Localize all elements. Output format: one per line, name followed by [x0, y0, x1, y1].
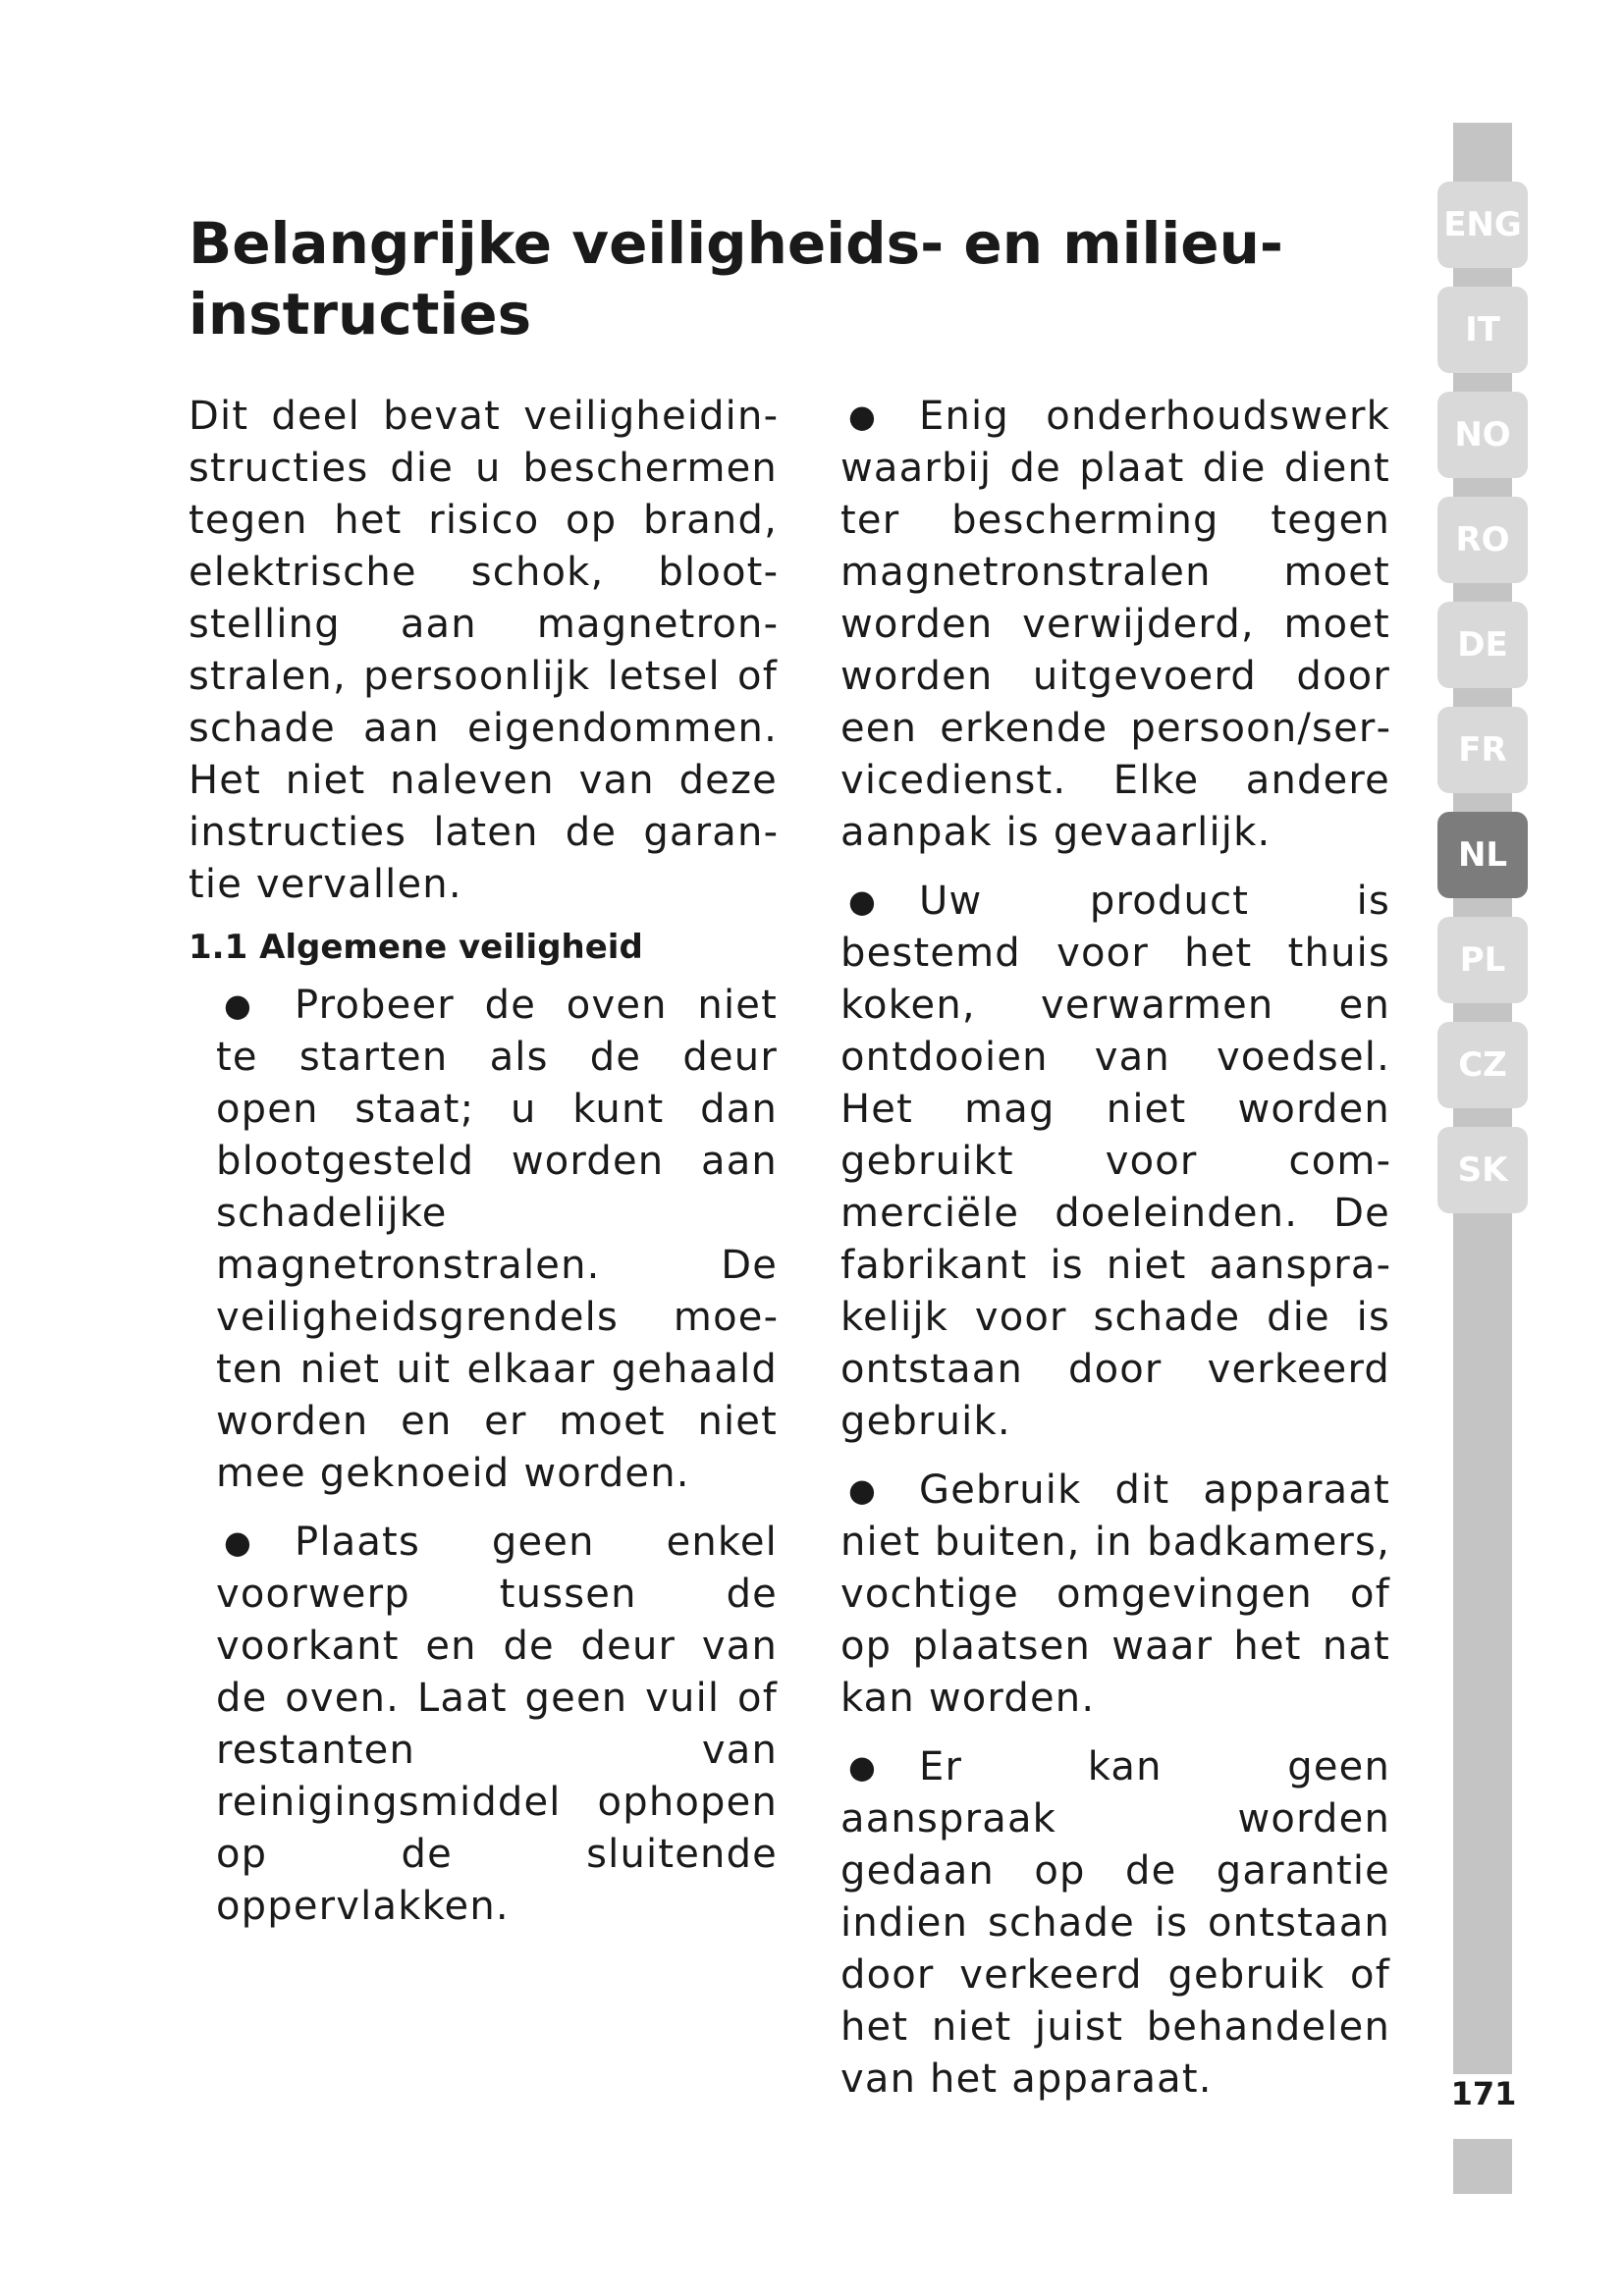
bullet-icon: ●	[848, 1748, 878, 1786]
language-tab-nl[interactable]: NL	[1437, 812, 1528, 898]
language-tab-fr[interactable]: FR	[1437, 707, 1528, 793]
list-item	[840, 876, 1390, 1448]
intro-paragraph: Dit deel bevat veiligheidinstructies die u beschermen tegen het risico op brand, elektrische schok, blootstelling aan magnetronstralen, persoonlijk letsel of schade aan eigendommen. Het niet naleven van deze instructies laten de garantie vervallen.	[189, 394, 778, 907]
bullet-icon: ●	[224, 1523, 253, 1561]
list-item	[216, 980, 778, 1500]
list-item-text: Er kan geen aanspraak worden gedaan op de garantie indien schade is ontstaan door verkeerd gebruik of het niet juist behandelen van het apparaat.	[840, 1744, 1390, 2102]
bullet-icon: ●	[224, 987, 253, 1024]
section-heading: 1.1 Algemene veiligheid	[189, 928, 643, 967]
list-item	[840, 1465, 1390, 1725]
language-tab-de[interactable]: DE	[1437, 602, 1528, 688]
right-column	[840, 391, 1390, 2122]
list-item	[840, 1741, 1390, 2106]
language-tab-no[interactable]: NO	[1437, 392, 1528, 478]
sidebar-bottom-bar	[1453, 2139, 1512, 2194]
list-item-text: Gebruik dit apparaat niet buiten, in badkamers, vochtige omgevingen of op plaatsen waar het nat kan worden.	[840, 1468, 1390, 1721]
page-number: 171	[1450, 2075, 1517, 2112]
language-tab-eng[interactable]: ENG	[1437, 182, 1528, 268]
language-tab-it[interactable]: IT	[1437, 287, 1528, 373]
list-item	[840, 391, 1390, 859]
bullet-icon: ●	[848, 398, 878, 435]
bullet-icon: ●	[848, 1471, 878, 1509]
page-title: Belangrijke veiligheids- en milieu-instructies	[189, 210, 1283, 347]
language-tab-ro[interactable]: RO	[1437, 497, 1528, 583]
list-item	[216, 1517, 778, 1933]
language-tab-pl[interactable]: PL	[1437, 917, 1528, 1003]
left-column	[189, 391, 778, 1949]
language-tab-cz[interactable]: CZ	[1437, 1022, 1528, 1108]
list-item-text: Uw product is bestemd voor het thuis koken, verwarmen en ontdooien van voedsel. Het mag niet worden gebruikt voor commerciële doeleinden. De fabrikant is niet aansprakelijk voor schade die is ontstaan door verkeerd gebruik.	[840, 879, 1390, 1444]
language-tab-sk[interactable]: SK	[1437, 1127, 1528, 1213]
list-item-text: Enig onderhoudswerk waarbij de plaat die dient ter bescherming tegen magnetronstralen moet worden verwijderd, moet worden uitgevoerd door een erkende persoon/servicedienst. Elke andere aanpak is gevaarlijk.	[840, 394, 1390, 855]
list-item-text: Probeer de oven niet te starten als de deur open staat; u kunt dan blootgesteld worden aan schadelijke magnetronstralen. De veiligheidsgrendels moeten niet uit elkaar gehaald worden en er moet niet mee geknoeid worden.	[216, 983, 778, 1496]
list-item-text: Plaats geen enkel voorwerp tussen de voorkant en de deur van de oven. Laat geen vuil of restanten van reinigingsmiddel ophopen op de sluitende oppervlakken.	[216, 1520, 778, 1929]
bullet-icon: ●	[848, 882, 878, 920]
